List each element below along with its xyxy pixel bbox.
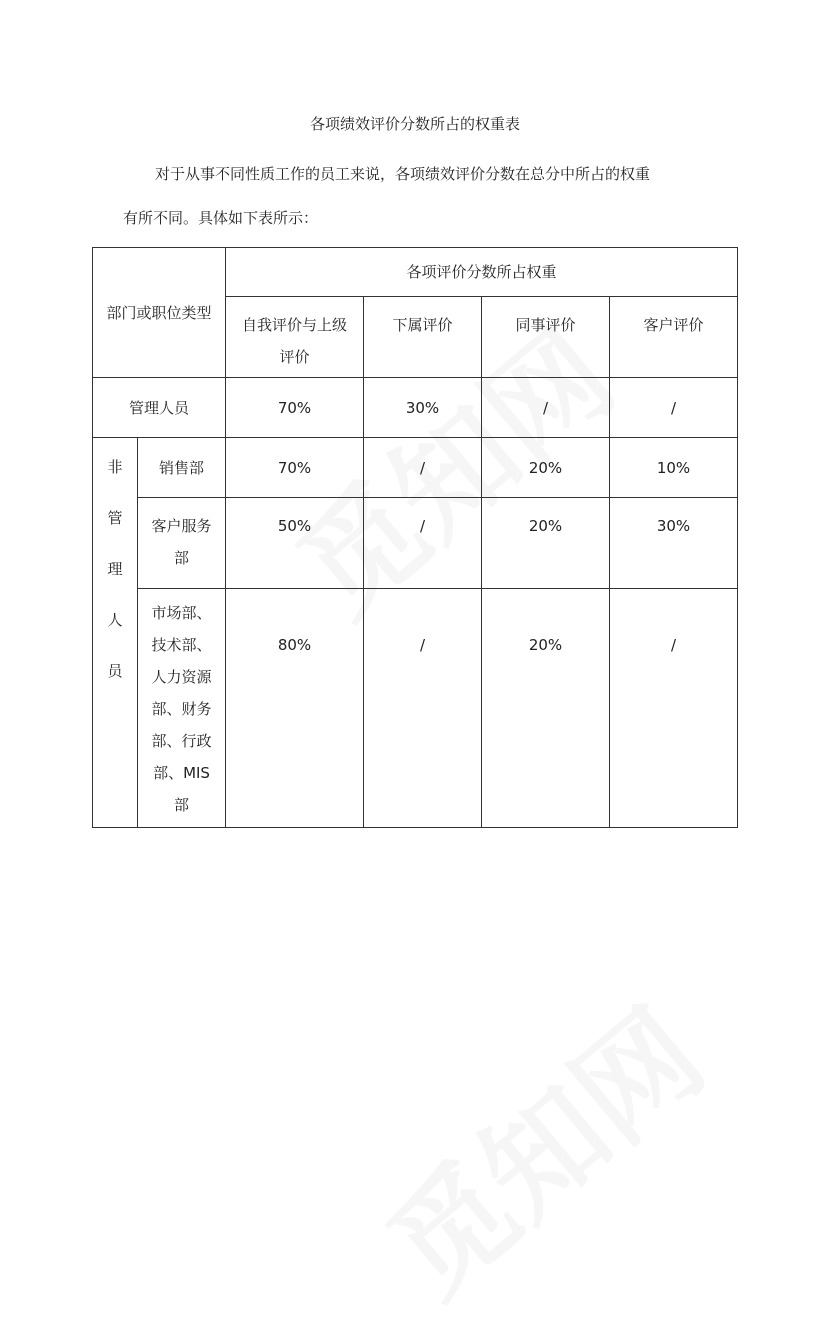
table-cell: / <box>364 498 482 589</box>
table-cell: 20% <box>482 498 610 589</box>
column-header-customer: 客户评价 <box>610 297 738 378</box>
table-cell: 30% <box>610 498 738 589</box>
group-char: 管 <box>107 509 123 527</box>
table-cell: 20% <box>482 438 610 498</box>
group-char: 非 <box>107 458 123 476</box>
column-header-label: 自我评价与上级评价 <box>242 316 348 366</box>
table-cell: / <box>610 589 738 828</box>
table-cell: 10% <box>610 438 738 498</box>
table-row-customer-service <box>93 498 738 589</box>
dept-customer-service <box>138 498 226 589</box>
table-cell: / <box>364 589 482 828</box>
table-cell: 70% <box>226 378 364 438</box>
group-char: 员 <box>107 662 123 680</box>
intro-paragraph-line-1: 对于从事不同性质工作的员工来说，各项绩效评价分数在总分中所占的权重 <box>155 165 651 183</box>
header-weights-cell: 各项评价分数所占权重 <box>226 248 738 297</box>
weights-table <box>92 247 738 828</box>
table-cell: / <box>610 378 738 438</box>
group-char: 理 <box>107 560 123 578</box>
table-cell: / <box>364 438 482 498</box>
table-cell: 20% <box>482 589 610 828</box>
header-dept-cell: 部门或职位类型 <box>93 248 226 378</box>
header-row-1 <box>93 248 738 297</box>
column-header-peer: 同事评价 <box>482 297 610 378</box>
dept-sales: 销售部 <box>138 438 226 498</box>
column-header-subordinate: 下属评价 <box>364 297 482 378</box>
table-row-manager <box>93 378 738 438</box>
non-manager-group-label <box>93 438 138 828</box>
table-cell: 50% <box>226 498 364 589</box>
table-cell: 30% <box>364 378 482 438</box>
document-title: 各项绩效评价分数所占的权重表 <box>309 115 520 133</box>
column-header-self-superior <box>226 297 364 378</box>
table-cell: 70% <box>226 438 364 498</box>
watermark-bottom <box>347 964 733 1327</box>
table-cell: 80% <box>226 589 364 828</box>
table-cell: / <box>482 378 610 438</box>
dept-label: 客户服务部 <box>151 517 212 567</box>
manager-label: 管理人员 <box>93 378 226 438</box>
table-row-sales <box>93 438 738 498</box>
dept-label: 市场部、技术部、人力资源部、财务部、行政部、MIS部 <box>151 604 212 814</box>
intro-paragraph-line-2: 有所不同。具体如下表所示： <box>123 209 319 227</box>
dept-other <box>138 589 226 828</box>
group-char: 人 <box>107 611 123 629</box>
table-row-other-depts <box>93 589 738 828</box>
